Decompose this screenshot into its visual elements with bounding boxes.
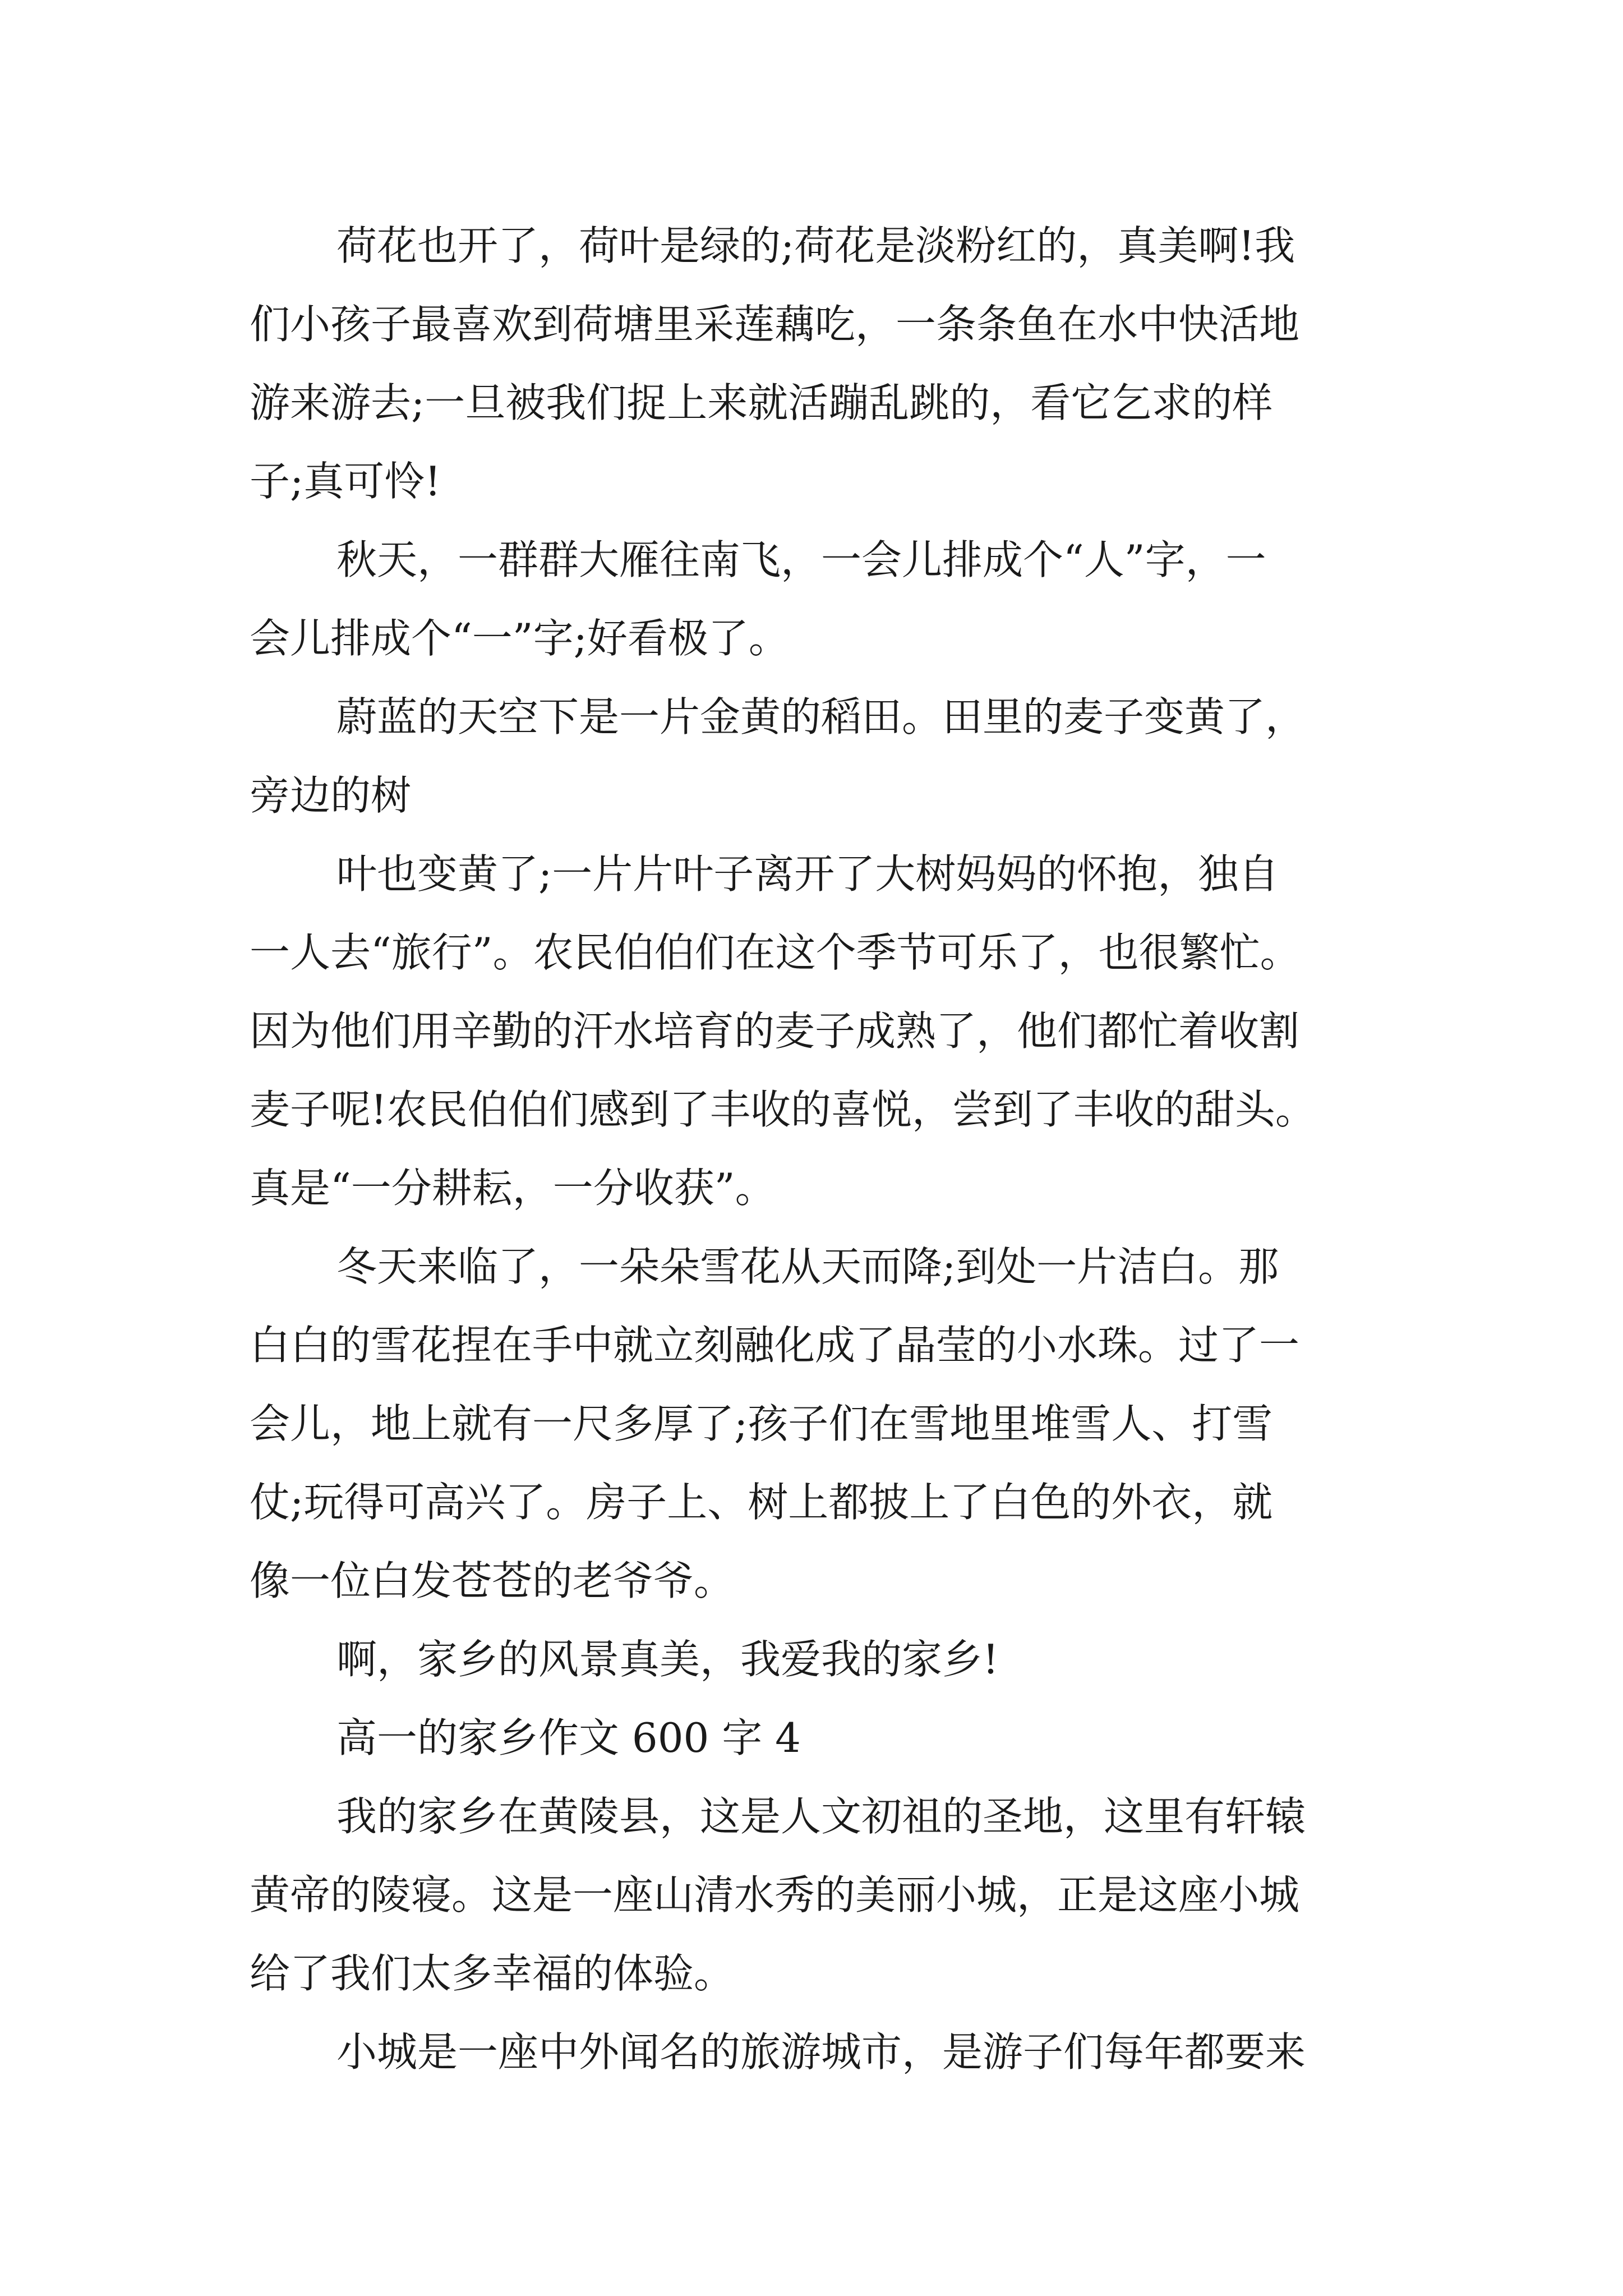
text-line: 因为他们用辛勤的汗水培育的麦子成熟了，他们都忙着收割 <box>250 1007 1300 1055</box>
text-line: 叶也变黄了;一片片叶子离开了大树妈妈的怀抱，独自 <box>336 850 1279 898</box>
text-line: 给了我们太多幸福的体验。 <box>250 1950 735 1997</box>
text-line: 黄帝的陵寝。这是一座山清水秀的美丽小城，正是这座小城 <box>250 1871 1300 1918</box>
text-line: 仗;玩得可高兴了。房子上、树上都披上了白色的外衣，就 <box>250 1479 1273 1526</box>
text-line: 真是“一分耕耘，一分收获”。 <box>250 1165 776 1212</box>
text-line: 子;真可怜! <box>250 458 441 505</box>
text-line: 我的家乡在黄陵县，这是人文初祖的圣地，这里有轩辕 <box>336 1793 1306 1840</box>
section-heading: 高一的家乡作文 600 字 4 <box>336 1714 801 1761</box>
text-line: 啊，家乡的风景真美，我爱我的家乡! <box>336 1636 999 1683</box>
text-line: 冬天来临了，一朵朵雪花从天而降;到处一片洁白。那 <box>336 1243 1279 1290</box>
text-line: 像一位白发苍苍的老爷爷。 <box>250 1557 735 1604</box>
text-line: 麦子呢!农民伯伯们感到了丰收的喜悦，尝到了丰收的甜头。 <box>250 1086 1316 1133</box>
text-line: 一人去“旅行”。农民伯伯们在这个季节可乐了，也很繁忙。 <box>250 929 1301 976</box>
text-line: 们小孩子最喜欢到荷塘里采莲藕吃，一条条鱼在水中快活地 <box>250 301 1300 348</box>
text-line: 会儿，地上就有一尺多厚了;孩子们在雪地里堆雪人、打雪 <box>250 1400 1273 1447</box>
text-line: 小城是一座中外闻名的旅游城市，是游子们每年都要来 <box>336 2028 1306 2076</box>
text-line: 蔚蓝的天空下是一片金黄的稻田。田里的麦子变黄了， <box>336 693 1306 740</box>
text-line: 旁边的树 <box>250 772 412 819</box>
text-line: 游来游去;一旦被我们捉上来就活蹦乱跳的，看它乞求的样 <box>250 379 1273 426</box>
text-line: 白白的雪花捏在手中就立刻融化成了晶莹的小水珠。过了一 <box>250 1322 1300 1369</box>
text-line: 会儿排成个“一”字;好看极了。 <box>250 615 789 662</box>
text-line: 秋天，一群群大雁往南飞，一会儿排成个“人”字，一 <box>336 536 1266 583</box>
text-line: 荷花也开了，荷叶是绿的;荷花是淡粉红的，真美啊!我 <box>336 222 1295 269</box>
